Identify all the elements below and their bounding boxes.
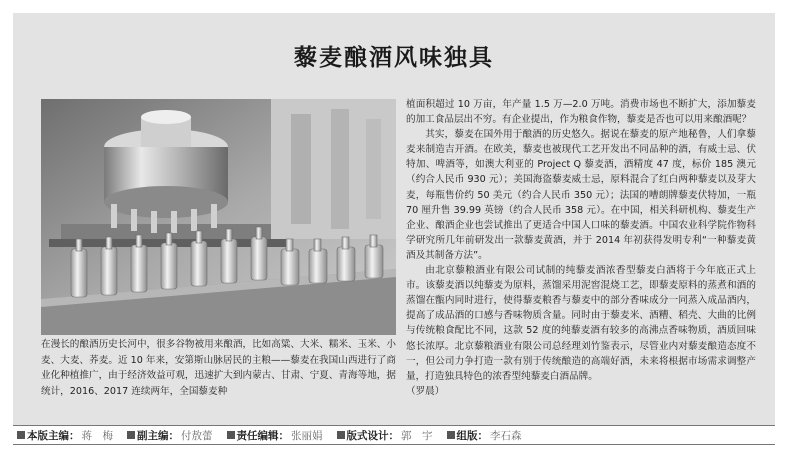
square-bullet-icon: [447, 431, 455, 439]
article-byline: （罗晨）: [406, 385, 445, 397]
article-lead-text: 在漫长的酿酒历史长河中，很多谷物被用来酿酒，比如高粱、大米、糯米、玉米、小麦、大麦、荞麦。近 10 年来，安第斯山脉居民的主粮——藜麦在我国山西进行了商业化种植推广，由于经济效益可观，迅速扩大到内蒙古、甘肃、宁夏、青海等地，据统计，2016、2017 连续两年，全国藜麦种: [41, 339, 396, 397]
editorial-credits-bar: [13, 425, 775, 445]
article-panel: [13, 13, 775, 425]
article-paragraph: 植面积超过 10 万亩，年产量 1.5 万—2.0 万吨。消费市场也不断扩大，添加藜麦的加工食品层出不穷。有企业提出，作为粮食作物，藜麦是否也可以用来酿酒呢？: [406, 99, 756, 126]
article-title: 藜麦酿酒风味独具: [294, 45, 494, 71]
square-bullet-icon: [227, 431, 235, 439]
square-bullet-icon: [17, 431, 25, 439]
article-paragraph: 其实，藜麦在国外用于酿酒的历史悠久。据说在藜麦的原产地秘鲁，人们拿藜麦来制造吉开酒。在欧美，藜麦也被现代工艺开发出不同品种的酒，有威士忌、伏特加、啤酒等，如澳大利亚的 Project Q 藜麦酒，酒精度 47 度，标价 185 澳元（约合人民币 930 元）；美国海盗藜麦威士忌，原料混合了红白两种藜麦以及芽大麦，每瓶售价约 50 美元（约合人民币 350 元）；法国的嘈朗牌藜麦伏特加，一瓶 70 厘升售 39.99 英镑（约合人民币 358 元）。在中国，相关科研机构、藜麦生产企业、酿酒企业也尝试推出了更适合中国人口味的藜麦酒。中国农业科学院作物科学研究所几年前研发出一款藜麦黄酒，并于 2014 年初获得发明专利“一种藜麦黄酒及其制备方法”。: [406, 129, 756, 261]
credit-layout-design: 版式设计： 郭 宇: [337, 428, 433, 443]
bottling-machine-illustration: [41, 99, 396, 335]
square-bullet-icon: [127, 431, 135, 439]
square-bullet-icon: [337, 431, 345, 439]
article-body: [406, 97, 756, 399]
article-paragraph: 由北京藜粮酒业有限公司试制的纯藜麦酒浓香型藜麦白酒将于今年底正式上市。该藜麦酒以纯藜麦为原料，蒸馏采用泥窖混烧工艺，即藜麦原料的蒸煮和酒的蒸馏在甑内同时进行，使得藜麦粮香与藜麦中的部分香味成分一同蒸入成品酒内，提高了成品酒的口感与香味物质含量。同时由于藜麦米、酒糟、稻壳、大曲的比例与传统粮食配比不同，这款 52 度的纯藜麦酒有较多的高沸点香味物质，酒质回味悠长浓厚。北京藜粮酒业有限公司总经理刘竹鉴表示，尽管业内对藜麦酿造态度不一，但公司力争打造一款有别于传统酿造的高端好酒，未来将根据市场需求调整产量，打造独具特色的浓香型纯藜麦白酒品牌。: [406, 265, 756, 382]
credit-chief-editor: 本版主编： 蒋 梅: [17, 428, 113, 443]
credit-responsible-editor: 责任编辑： 张丽娟: [227, 428, 323, 443]
bottling-line-photo: [41, 99, 396, 335]
credit-deputy-editor: 副主编： 付敖蕾: [127, 428, 213, 443]
credit-typesetting: 组版： 李石森: [447, 428, 522, 443]
